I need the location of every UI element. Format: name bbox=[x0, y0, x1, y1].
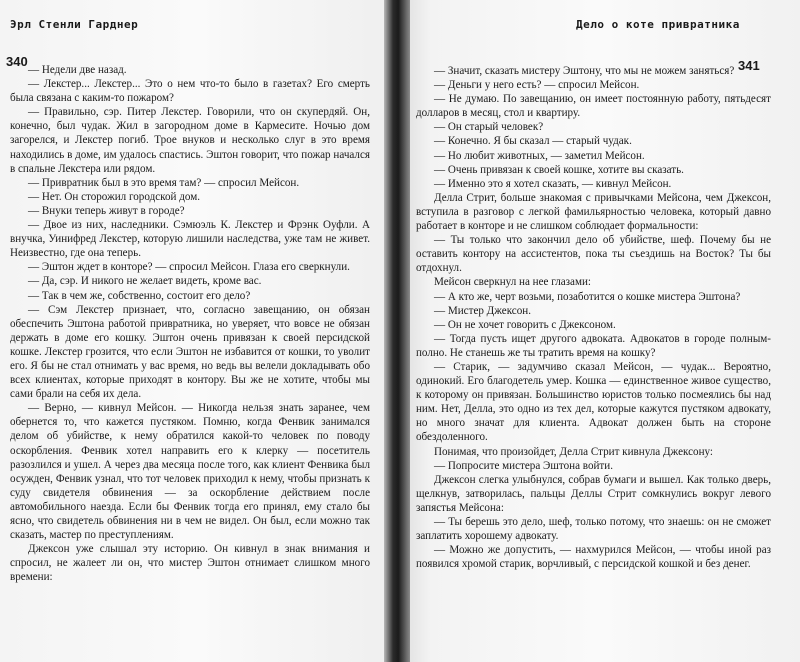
paragraph: — Внуки теперь живут в городе? bbox=[28, 204, 185, 217]
paragraph: — Эштон ждет в конторе? — спросил Мейсон. Глаза его сверкнули. bbox=[28, 261, 350, 274]
left-page bbox=[0, 0, 392, 662]
paragraph: — Привратник был в это время там? — спросил Мейсон. bbox=[28, 176, 300, 189]
paragraph: — Значит, сказать мистеру Эштону, что мы не можем заняться? bbox=[434, 65, 735, 77]
left-body-text bbox=[10, 63, 370, 584]
right-body-text bbox=[416, 64, 771, 571]
right-page bbox=[398, 0, 800, 662]
paragraph: — Ты только что закончил дело об убийстве, шеф. Почему бы не оставить контору на ассистентов, пока ты съездишь на Восток? Ты бы отдохнул. bbox=[416, 234, 771, 275]
left-page-number: 340 bbox=[6, 54, 28, 69]
paragraph: Понимая, что произойдет, Делла Стрит кивнула Джексону: bbox=[434, 445, 713, 458]
paragraph: — Можно же допустить, — нахмурился Мейсон, — чтобы иной раз появился хромой старик, ворчливый, с персидской кошкой и без денег. bbox=[416, 544, 771, 571]
paragraph: Мейсон сверкнул на нее глазами: bbox=[434, 276, 592, 289]
paragraph: — Мистер Джексон. bbox=[434, 304, 531, 317]
paragraph: — Так в чем же, собственно, состоит его дело? bbox=[28, 289, 251, 302]
right-running-head: Дело о коте привратника bbox=[576, 18, 740, 31]
book-gutter bbox=[384, 0, 410, 662]
paragraph: — Двое из них, наследники. Сэмюэль К. Лекстер и Фрэнк Оуфли. А внучка, Уинифред Лекстер, которую лишили наследства, уже там не живет. Неизвестно, где она теперь. bbox=[10, 219, 370, 260]
paragraph: — Не думаю. По завещанию, он имеет постоянную работу, пятьдесят долларов в месяц, стол и квартиру. bbox=[416, 93, 771, 120]
paragraph: — Он не хочет говорить с Джексоном. bbox=[434, 318, 616, 331]
paragraph: — Конечно. Я бы сказал — старый чудак. bbox=[434, 135, 632, 148]
paragraph: — Деньги у него есть? — спросил Мейсон. bbox=[434, 79, 640, 92]
paragraph: — Верно, — кивнул Мейсон. — Никогда нельзя знать заранее, чем обернется то, что кажется пустяком. Помню, когда Фенвик занимался делом об убийстве, к нему обратился какой-то человек по поводу оскорбления. Фенвик хотел направить его к клерку — посетитель разозлился и ушел. А через два месяца после того, как клиент Фенвика был осужден, Фенвик узнал, что тот человек приходил к нему, чтобы признать к суду свидетеля обвинения — за оскорбление действием после автомобильного наезда. Если бы Фенвик тогда его принял, ему стало бы ясно, что свидетель обвинения ни в чем не видел. Он был, если можно так сказать, мастер по преступлениям. bbox=[10, 402, 370, 542]
paragraph: — Сэм Лекстер признает, что, согласно завещанию, он обязан обеспечить Эштона работой привратника, но уверяет, что вовсе не обязан держать в доме его кошку. Эштон очень привязан к своей персидской кошке. Лекстер грозится, что если Эштон не избавится от кошки, то уволит его. Я бы не стал отнимать у вас время, но ведь вы велели докладывать обо всех клиентах, которые приходят в контору. Вы же не хотите, чтобы мы сами брали на себя их дела. bbox=[10, 303, 370, 401]
paragraph: — Нет. Он сторожил городской дом. bbox=[28, 190, 201, 203]
paragraph: — Но любит животных, — заметил Мейсон. bbox=[434, 149, 645, 162]
paragraph: — Тогда пусть ищет другого адвоката. Адвокатов в городе полным-полно. Не станешь же ты тратить время на кошку? bbox=[416, 332, 771, 359]
paragraph: — Лекстер... Лекстер... Это о нем что-то было в газетах? Его смерть была связана с каким-то пожаром? bbox=[10, 78, 370, 105]
paragraph: — Именно это я хотел сказать, — кивнул Мейсон. bbox=[434, 177, 672, 190]
paragraph: — А кто же, черт возьми, позаботится о кошке мистера Эштона? bbox=[434, 290, 741, 303]
paragraph: Делла Стрит, больше знакомая с привычками Мейсона, чем Джексон, вступила в разговор с легкой фамильярностью человека, который давно работает в конторе и не слишком соблюдает формальности: bbox=[416, 191, 771, 233]
paragraph: — Попросите мистера Эштона войти. bbox=[434, 459, 613, 472]
paragraph: — Правильно, сэр. Питер Лекстер. Говорили, что он скупердяй. Он, конечно, был чудак. Жил в загородном доме в Кармесите. Ночью дом загорелся, и Лекстер погиб. Трое внуков и несколько слуг в это время находились в доме, им удалось спастись. Эштон говорит, что пожар начался в спальне Лекстера или рядом. bbox=[10, 106, 370, 175]
paragraph: Джексон слегка улыбнулся, собрав бумаги и вышел. Как только дверь, щелкнув, затворилась, пальцы Деллы Стрит сомкнулись вокруг левого запястья Мейсона: bbox=[416, 473, 771, 514]
paragraph: Джексон уже слышал эту историю. Он кивнул в знак внимания и спросил, не жалеет ли он, что мистер Эштон отнимает слишком много времени: bbox=[10, 543, 370, 584]
paragraph: — Он старый человек? bbox=[434, 121, 544, 134]
left-running-head: Эрл Стенли Гарднер bbox=[10, 18, 139, 31]
paragraph: — Очень привязан к своей кошке, хотите вы сказать. bbox=[434, 163, 684, 176]
right-page-number: 341 bbox=[738, 58, 760, 73]
paragraph: — Ты берешь это дело, шеф, только потому, что знаешь: он не сможет заплатить хорошему адвокату. bbox=[416, 516, 771, 543]
paragraph: — Недели две назад. bbox=[28, 64, 127, 76]
paragraph: — Старик, — задумчиво сказал Мейсон, — чудак... Вероятно, одинокий. Его благодетель умер. Кошка — единственное живое существо, к которому он привязан. Большинство юристов только посмеялись бы над ним. Нет, Делла, это одно из тех дел, которые кажутся пустяком адвокату, но много значат для клиента. Адвокат должен быть на стороне обездоленного. bbox=[416, 360, 771, 444]
paragraph: — Да, сэр. И никого не желает видеть, кроме вас. bbox=[28, 275, 262, 288]
